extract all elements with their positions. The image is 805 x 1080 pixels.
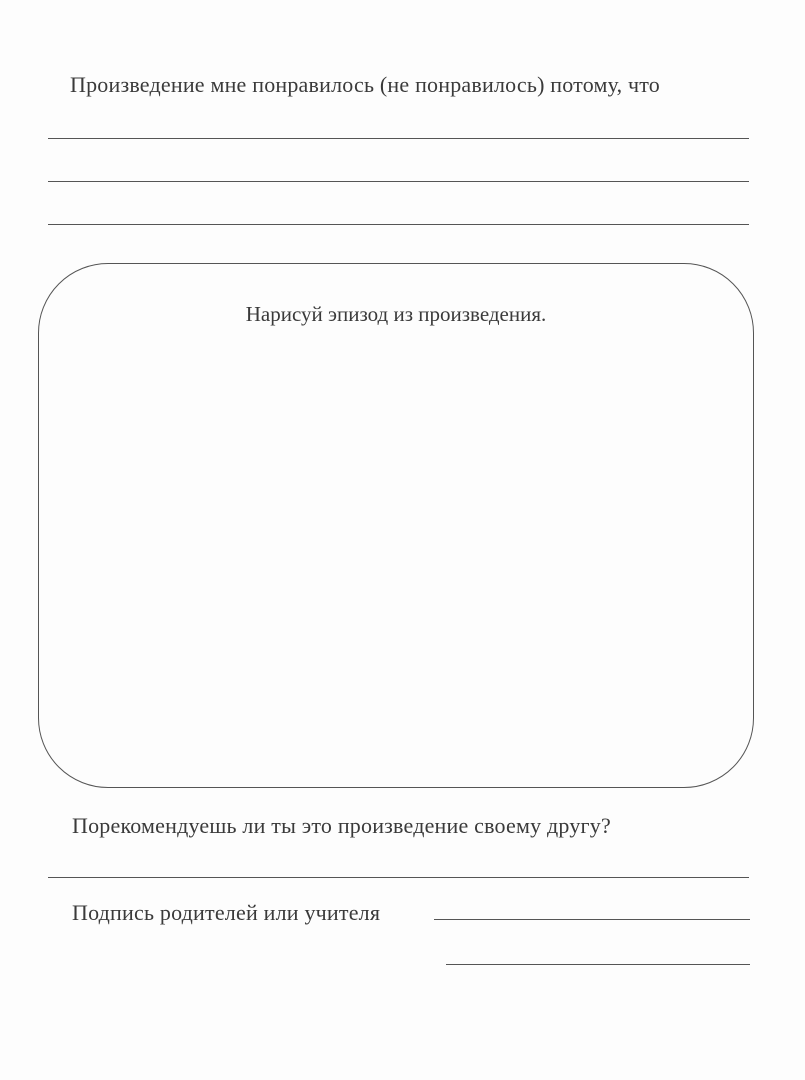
recommend-answer-line[interactable] bbox=[48, 877, 749, 878]
answer-line-2[interactable] bbox=[48, 181, 749, 182]
signature-label: Подпись родителей или учителя bbox=[72, 900, 381, 925]
drawing-area-title: Нарисуй эпизод из произведения. bbox=[245, 302, 547, 326]
signature-line-2[interactable] bbox=[446, 964, 750, 965]
answer-line-3[interactable] bbox=[48, 224, 749, 225]
answer-line-1[interactable] bbox=[48, 138, 749, 139]
recommend-question: Порекомендуешь ли ты это произведение своему другу? bbox=[72, 813, 611, 838]
drawing-area[interactable] bbox=[38, 263, 754, 788]
liked-question: Произведение мне понравилось (не понравилось) потому, что bbox=[70, 72, 660, 97]
signature-line-1[interactable] bbox=[434, 919, 750, 920]
